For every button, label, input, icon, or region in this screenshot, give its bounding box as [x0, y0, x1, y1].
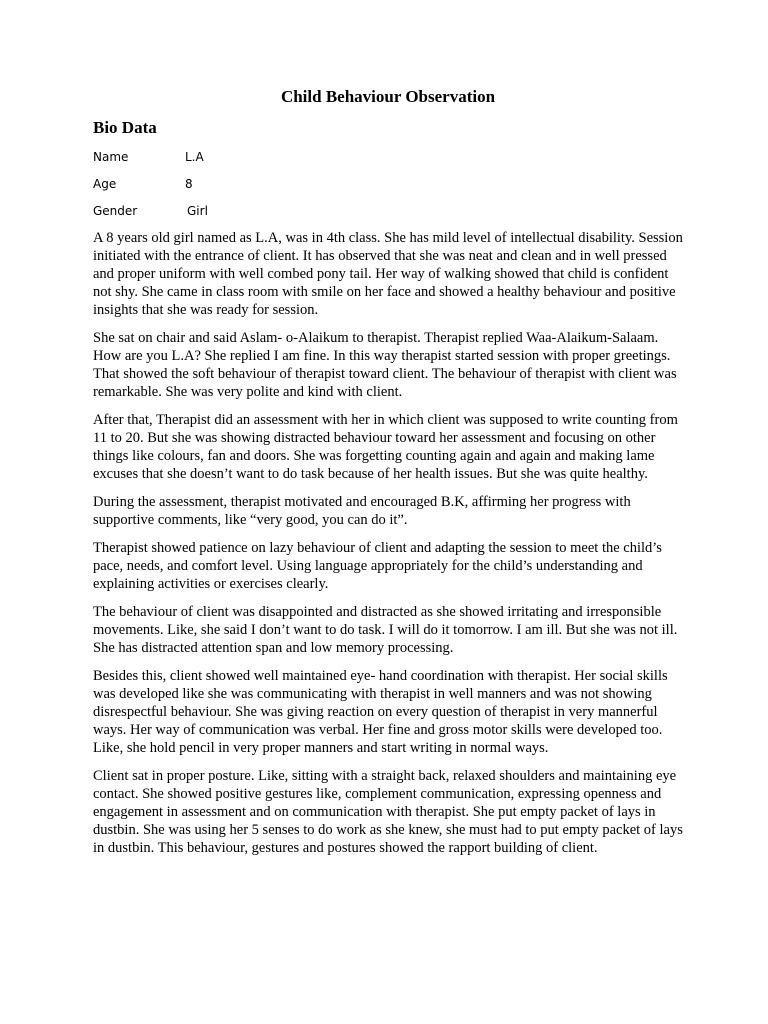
bio-label-gender: Gender: [93, 204, 138, 218]
bio-row-gender: [93, 203, 683, 219]
bio-value-age: 8: [185, 177, 193, 191]
document-title: Child Behaviour Observation: [280, 87, 496, 106]
bio-row-age: [93, 176, 683, 192]
paragraph-patience: Therapist showed patience on lazy behaviour of client and adapting the session to meet the child’s pace, needs, and comfort level. Using language appropriately for the child’s understanding and explaining activities or exercises clearly.: [93, 540, 662, 592]
paragraph-encouragement: During the assessment, therapist motivated and encouraged B.K, affirming her progress with supportive comments, like “very good, you can do it”.: [93, 494, 631, 528]
paragraph-coordination: Besides this, client showed well maintained eye- hand coordination with therapist. Her social skills was developed like she was communicating with therapist in well manners and was not showing disrespectful behaviour. She was giving reaction on every question of therapist in very mannerful ways. Her way of communication was verbal. Her fine and gross motor skills were developed too. Like, she hold pencil in very proper manners and start writing in normal ways.: [93, 668, 668, 756]
bio-value-name: L.A: [185, 150, 204, 164]
bio-row-name: [93, 149, 683, 165]
paragraph-posture: Client sat in proper posture. Like, sitting with a straight back, relaxed shoulders and maintaining eye contact. She showed positive gestures like, complement communication, expressing openness and engagement in assessment and on communication with therapist. She put empty packet of lays in dustbin. She was using her 5 senses to do work as she knew, she must had to put empty packet of lays in dustbin. This behaviour, gestures and postures showed the rapport building of client.: [93, 768, 683, 856]
document-body: [93, 86, 683, 867]
bio-value-gender: Girl: [187, 204, 208, 218]
bio-label-age: Age: [93, 177, 117, 191]
paragraph-introduction: A 8 years old girl named as L.A, was in 4th class. She has mild level of intellectual disability. Session initiated with the entrance of client. It has observed that she was neat and clean and in well pressed and proper uniform with well combed pony tail. Her way of walking showed that child is confident not shy. She came in class room with smile on her face and showed a healthy behaviour and positive insights that she was ready for session.: [93, 230, 683, 318]
paragraph-greetings: She sat on chair and said Aslam- o-Alaikum to therapist. Therapist replied Waa-Alaikum-Salaam. How are you L.A? She replied I am fine. In this way therapist started session with proper greetings. That showed the soft behaviour of therapist toward client. The behaviour of therapist with client was remarkable. She was very polite and kind with client.: [93, 330, 677, 400]
bio-label-name: Name: [93, 150, 129, 164]
paragraph-assessment: After that, Therapist did an assessment with her in which client was supposed to write counting from 11 to 20. But she was showing distracted behaviour toward her assessment and focusing on other things like colours, fan and doors. She was forgetting counting again and again and making lame excuses that she doesn’t want to do task because of her health issues. But she was quite healthy.: [93, 412, 678, 482]
bio-data-heading: Bio Data: [93, 118, 157, 137]
paragraph-distraction: The behaviour of client was disappointed and distracted as she showed irritating and irresponsible movements. Like, she said I don’t want to do task. I will do it tomorrow. I am ill. But she was not ill. She has distracted attention span and low memory processing.: [93, 604, 678, 656]
